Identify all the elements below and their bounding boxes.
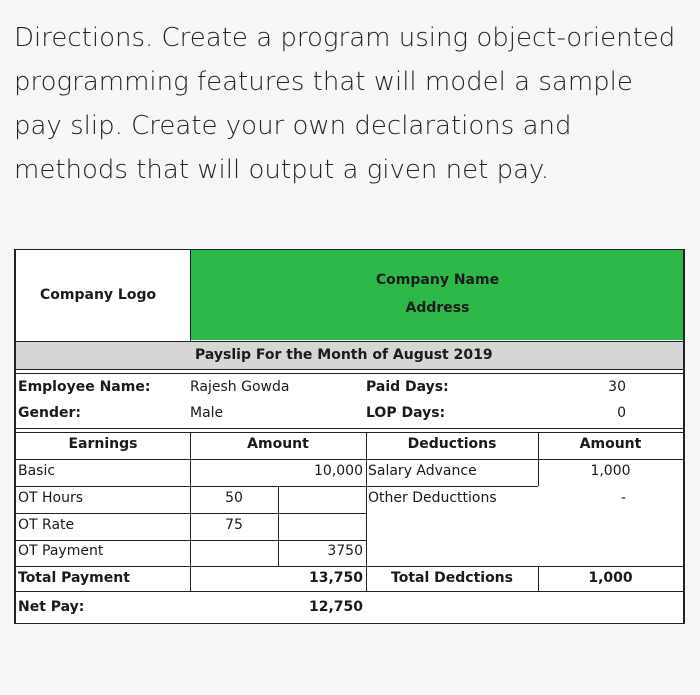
table-border [14,428,685,429]
company-header-banner [190,249,685,340]
table-border [14,432,685,433]
company-logo-label: Company Logo [40,287,157,303]
table-border [14,459,685,460]
company-name: Company Name [375,272,500,288]
deductions-header: Deductions [407,436,497,452]
ot-hours-value: 50 [225,490,243,506]
basic-label: Basic [18,463,56,479]
ot-hours-label: OT Hours [18,490,84,506]
salary-advance-amount: 1,000 [590,463,631,479]
table-border [14,566,685,567]
total-deductions-value: 1,000 [588,570,633,586]
gender-value: Male [190,405,224,421]
earnings-amount-header: Amount [247,436,309,452]
paid-days-label: Paid Days: [366,379,449,395]
table-border [366,432,367,591]
total-payment-value: 13,750 [308,570,363,586]
deductions-amount-header: Amount [579,436,642,452]
lop-days-value: 0 [617,405,626,421]
directions-text: Directions. Create a program using object-oriented programming features that will model a sample pay slip. Create your own declarations and methods that will output a given net pay. [14,23,676,185]
net-pay-value: 12,750 [308,599,363,615]
table-border [14,249,685,250]
other-deductions-amount: - [620,490,626,506]
table-border [14,591,685,592]
table-border [14,373,685,374]
salary-advance-label: Salary Advance [368,463,477,479]
payslip-table [14,249,685,624]
employee-name-value: Rajesh Gowda [190,379,290,395]
total-payment-label: Total Payment [18,570,130,586]
total-deductions-label: Total Dedctions [391,570,513,586]
paid-days-value: 30 [608,379,626,395]
table-border [190,432,191,591]
lop-days-label: LOP Days: [366,405,446,421]
other-deductions-label: Other Deducttions [368,490,497,506]
gender-label: Gender: [18,405,81,421]
basic-amount: 10,000 [314,463,363,479]
ot-payment-amount: 3750 [327,543,363,559]
table-border [190,249,191,341]
earnings-header: Earnings [68,436,138,452]
net-pay-label: Net Pay: [18,599,85,615]
table-border [14,486,538,487]
payslip-title: Payslip For the Month of August 2019 [195,347,493,363]
employee-name-label: Employee Name: [18,379,151,395]
ot-rate-value: 75 [225,517,243,533]
table-border [14,369,685,370]
company-address: Address [405,300,470,316]
ot-payment-label: OT Payment [18,543,104,559]
table-border [14,341,685,342]
table-border [14,623,685,624]
ot-rate-label: OT Rate [18,517,75,533]
